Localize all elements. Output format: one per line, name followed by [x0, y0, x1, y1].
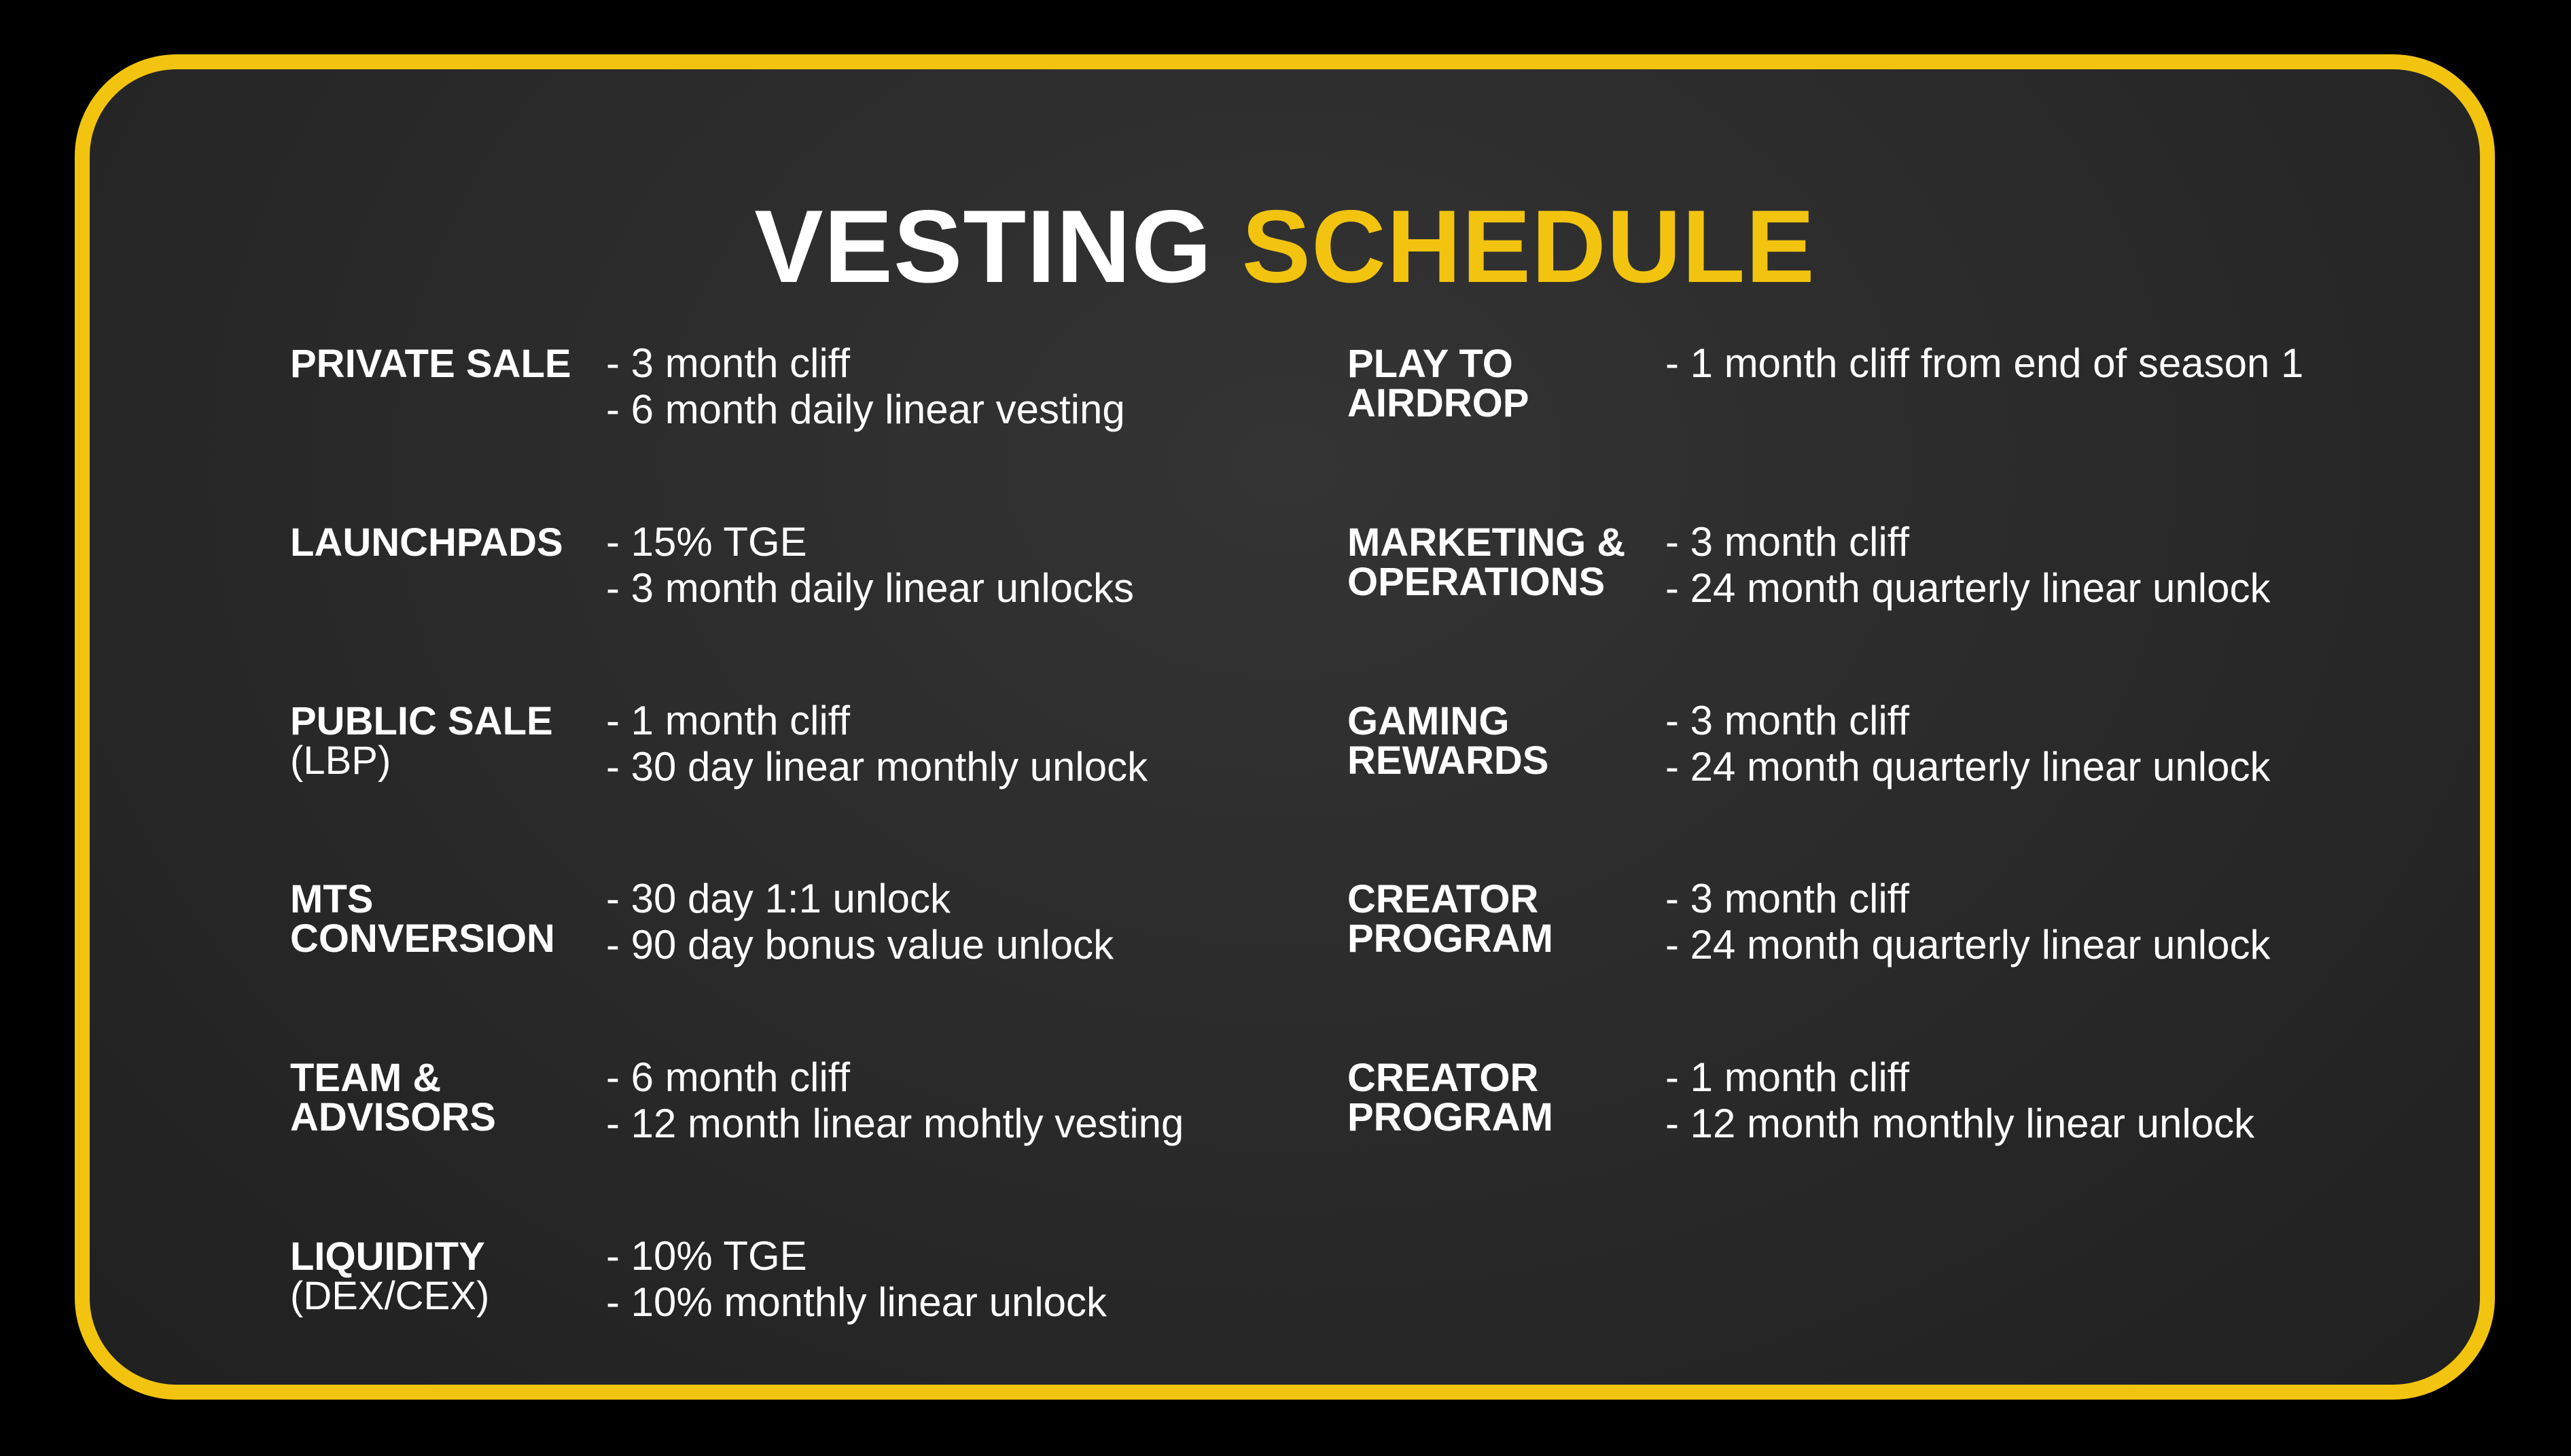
vesting-term: - 12 month linear mohtly vesting — [606, 1101, 1184, 1146]
vesting-term: - 3 month cliff — [1665, 876, 1910, 921]
vesting-term: - 12 month monthly linear unlock — [1665, 1101, 2255, 1146]
vesting-term: - 3 month cliff — [1665, 698, 1910, 743]
vesting-term: - 6 month daily linear vesting — [606, 387, 1125, 432]
allocation-label-line: PROGRAM — [1347, 917, 1553, 961]
vesting-terms — [1665, 698, 2270, 790]
vesting-term: - 3 month cliff — [1665, 519, 1910, 565]
allocation-label-line: MARKETING & — [1347, 520, 1626, 565]
allocation-label — [1347, 344, 1529, 423]
vesting-terms — [1665, 340, 2303, 387]
allocation-label-line: LAUNCHPADS — [290, 520, 563, 565]
allocation-label — [1347, 1056, 1553, 1139]
vesting-term: - 10% TGE — [606, 1233, 807, 1279]
allocation-label — [290, 1056, 496, 1139]
allocation-label-line: CREATOR — [1347, 877, 1539, 921]
allocation-label-line: OPERATIONS — [1347, 560, 1606, 604]
allocation-label-line: TEAM & — [290, 1056, 442, 1100]
allocation-label — [290, 699, 553, 783]
vesting-terms — [606, 519, 1134, 611]
allocation-label-line: CREATOR — [1347, 1056, 1539, 1100]
allocation-label-line: MTS — [290, 877, 374, 921]
vesting-term: - 24 month quarterly linear unlock — [1665, 744, 2271, 789]
vesting-term: - 24 month quarterly linear unlock — [1665, 565, 2271, 611]
allocation-label-line: PUBLIC SALE — [290, 699, 553, 743]
vesting-term: - 1 month cliff — [1665, 1054, 1910, 1100]
vesting-term: - 15% TGE — [606, 519, 807, 565]
allocation-label — [1347, 520, 1626, 604]
vesting-term: - 90 day bonus value unlock — [606, 922, 1114, 967]
allocation-label-line: GAMING — [1347, 699, 1510, 743]
title-word-vesting: VESTING — [754, 189, 1213, 304]
vesting-terms — [1665, 1054, 2254, 1147]
allocation-label-line: PLAY TO — [1347, 342, 1513, 386]
allocation-label — [1347, 699, 1549, 783]
vesting-term: - 1 month cliff — [606, 698, 851, 743]
vesting-terms — [1665, 519, 2270, 611]
vesting-terms — [606, 698, 1148, 790]
vesting-term: - 24 month quarterly linear unlock — [1665, 922, 2271, 967]
vesting-term: - 10% monthly linear unlock — [606, 1279, 1107, 1325]
title-word-schedule: SCHEDULE — [1241, 189, 1815, 304]
vesting-term: - 30 day 1:1 unlock — [606, 876, 951, 921]
allocation-label — [290, 1237, 489, 1316]
allocation-sublabel: (DEX/CEX) — [290, 1274, 490, 1318]
vesting-term: - 1 month cliff from end of season 1 — [1665, 340, 2304, 386]
allocation-label-line: PRIVATE SALE — [290, 342, 571, 386]
vesting-term: - 30 day linear monthly unlock — [606, 744, 1148, 789]
allocation-label-line: REWARDS — [1347, 739, 1549, 783]
allocation-label — [1347, 877, 1553, 961]
vesting-terms — [606, 1233, 1107, 1326]
allocation-label — [290, 877, 555, 961]
allocation-label-line: LIQUIDITY — [290, 1235, 485, 1279]
vesting-terms — [606, 1054, 1184, 1147]
vesting-terms — [606, 340, 1125, 433]
vesting-terms — [606, 876, 1114, 968]
allocation-label-line: CONVERSION — [290, 917, 555, 961]
allocation-label — [290, 520, 563, 565]
allocation-label — [290, 344, 571, 384]
vesting-term: - 3 month daily linear unlocks — [606, 565, 1135, 611]
vesting-term: - 6 month cliff — [606, 1054, 851, 1100]
page-title — [90, 189, 2480, 304]
allocation-label-line: ADVISORS — [290, 1095, 496, 1139]
vesting-terms — [1665, 876, 2270, 968]
allocation-label-line: PROGRAM — [1347, 1095, 1553, 1139]
allocation-label-line: AIRDROP — [1347, 381, 1529, 425]
vesting-term: - 3 month cliff — [606, 340, 851, 386]
vesting-card — [75, 54, 2495, 1400]
allocation-sublabel: (LBP) — [290, 739, 391, 783]
